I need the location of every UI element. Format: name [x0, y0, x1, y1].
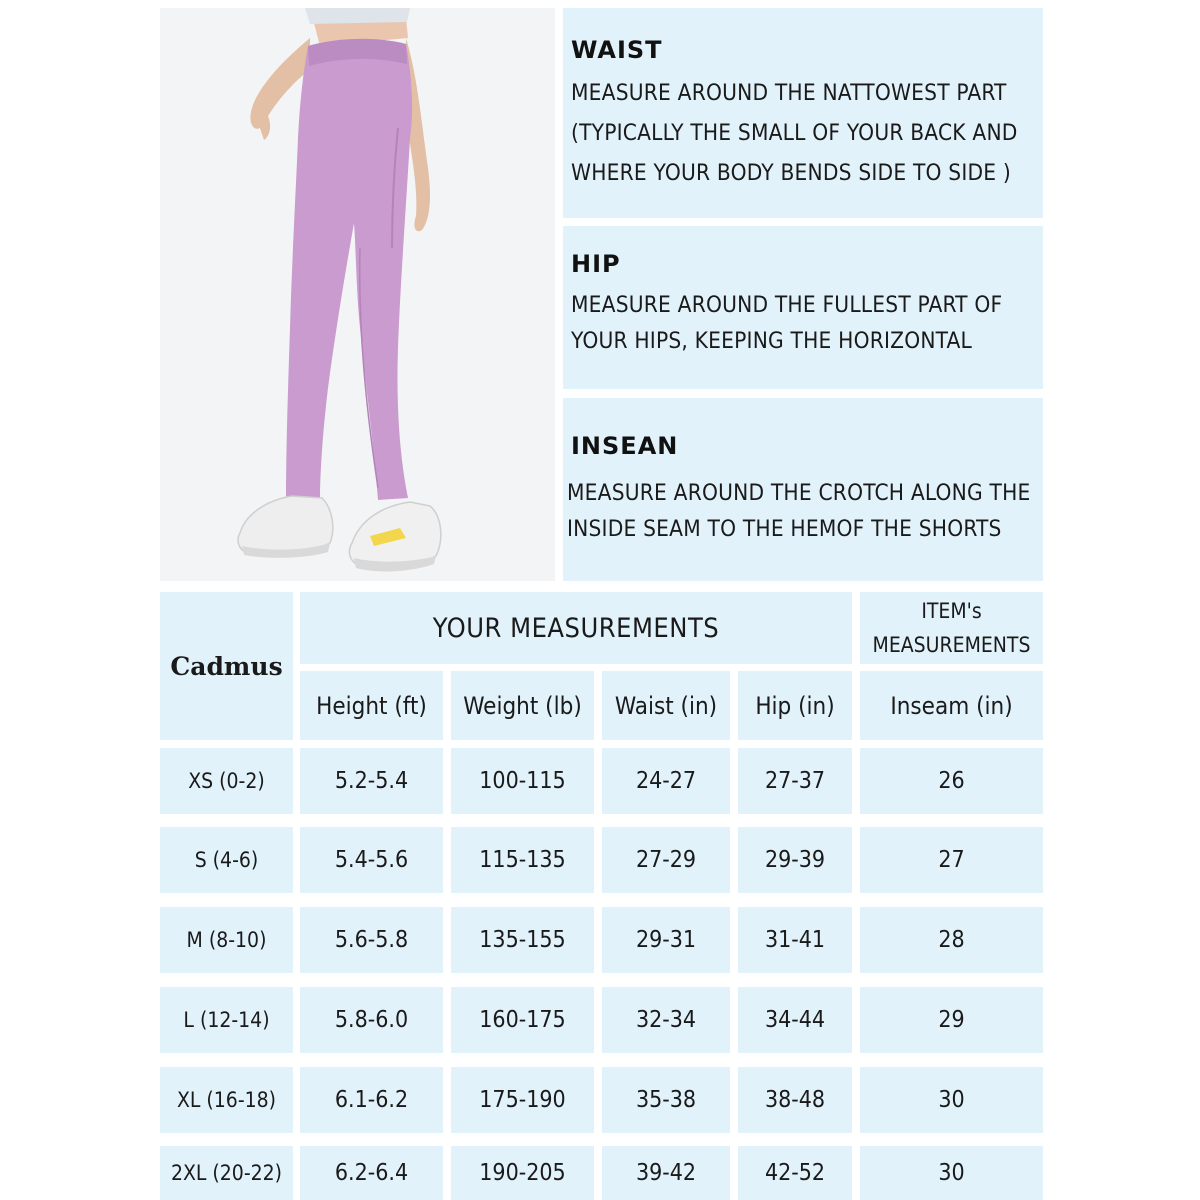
- waist-guide-panel: [563, 8, 1043, 218]
- cell-hip: 29-39: [738, 827, 852, 893]
- cell-inseam: 30: [860, 1067, 1043, 1133]
- cell-size: XS (0-2): [160, 748, 293, 814]
- cell-hip: 27-37: [738, 748, 852, 814]
- waist-line-3: WHERE YOUR BODY BENDS SIDE TO SIDE ): [571, 160, 1011, 186]
- cell-waist: 27-29: [602, 827, 730, 893]
- inseam-guide-panel: [563, 398, 1043, 581]
- cell-inseam: 26: [860, 748, 1043, 814]
- cell-weight: 160-175: [451, 987, 594, 1053]
- cell-size: 2XL (20-22): [160, 1146, 293, 1200]
- cell-size: XL (16-18): [160, 1067, 293, 1133]
- cell-inseam: 29: [860, 987, 1043, 1053]
- hip-line-1: MEASURE AROUND THE FULLEST PART OF: [571, 292, 1003, 318]
- cell-height: 5.4-5.6: [300, 827, 443, 893]
- cell-hip: 42-52: [738, 1146, 852, 1200]
- cell-weight: 135-155: [451, 907, 594, 973]
- hip-title: HIP: [571, 250, 621, 278]
- hip-line-2: YOUR HIPS, KEEPING THE HORIZONTAL: [571, 328, 972, 354]
- cell-weight: 190-205: [451, 1146, 594, 1200]
- column-header-inseam: Inseam (in): [860, 671, 1043, 740]
- cell-waist: 35-38: [602, 1067, 730, 1133]
- waist-title: WAIST: [571, 36, 663, 64]
- cell-height: 5.8-6.0: [300, 987, 443, 1053]
- your-measurements-header: YOUR MEASUREMENTS: [300, 592, 852, 664]
- item-measurements-line-2: MEASUREMENTS: [872, 633, 1031, 657]
- inseam-title: INSEAN: [571, 432, 679, 460]
- hip-guide-panel: [563, 226, 1043, 389]
- cell-height: 6.1-6.2: [300, 1067, 443, 1133]
- cell-waist: 39-42: [602, 1146, 730, 1200]
- column-header-height: Height (ft): [300, 671, 443, 740]
- item-measurements-header: [860, 592, 1043, 664]
- cell-weight: 100-115: [451, 748, 594, 814]
- inseam-line-2: INSIDE SEAM TO THE HEMOF THE SHORTS: [567, 516, 1002, 542]
- column-header-weight: Weight (lb): [451, 671, 594, 740]
- inseam-line-1: MEASURE AROUND THE CROTCH ALONG THE: [567, 480, 1031, 506]
- cell-inseam: 30: [860, 1146, 1043, 1200]
- product-photo: [160, 8, 555, 581]
- cell-waist: 32-34: [602, 987, 730, 1053]
- cell-inseam: 27: [860, 827, 1043, 893]
- cell-hip: 34-44: [738, 987, 852, 1053]
- column-header-waist: Waist (in): [602, 671, 730, 740]
- cell-height: 6.2-6.4: [300, 1146, 443, 1200]
- flare-leggings-photo: [160, 8, 555, 581]
- cell-inseam: 28: [860, 907, 1043, 973]
- cell-size: L (12-14): [160, 987, 293, 1053]
- cell-waist: 29-31: [602, 907, 730, 973]
- cell-height: 5.2-5.4: [300, 748, 443, 814]
- waist-line-1: MEASURE AROUND THE NATTOWEST PART: [571, 80, 1007, 106]
- cell-weight: 115-135: [451, 827, 594, 893]
- cell-size: M (8-10): [160, 907, 293, 973]
- column-header-hip: Hip (in): [738, 671, 852, 740]
- cell-hip: 31-41: [738, 907, 852, 973]
- cell-hip: 38-48: [738, 1067, 852, 1133]
- cell-height: 5.6-5.8: [300, 907, 443, 973]
- item-measurements-line-1: ITEM's: [921, 599, 982, 623]
- brand-label: Cadmus: [160, 592, 293, 740]
- cell-size: S (4-6): [160, 827, 293, 893]
- cell-weight: 175-190: [451, 1067, 594, 1133]
- waist-line-2: (TYPICALLY THE SMALL OF YOUR BACK AND: [571, 120, 1018, 146]
- cell-waist: 24-27: [602, 748, 730, 814]
